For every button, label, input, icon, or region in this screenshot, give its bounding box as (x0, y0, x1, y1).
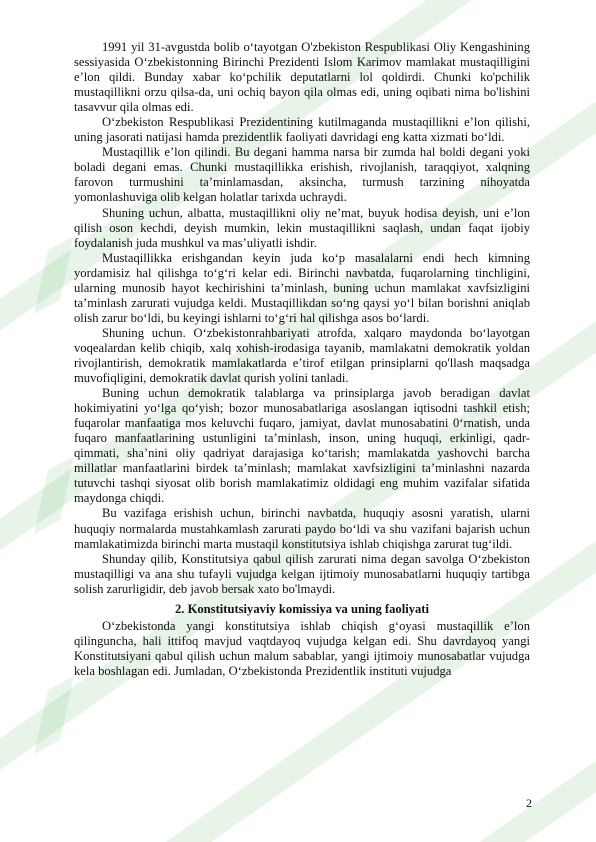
paragraph-5: Mustaqillikka erishgandan keyin juda koʻp masalalarni endi hech kimning yordamisiz hal qilishga toʻgʻri kelar edi. Birinchi navbatda, fuqarolarning tinchligini, ularning munosib hayot kechirishini taʼminlash, buning uchun mamlakat xavfsizligini taʼminlash zarurati vujudga keldi. Mustaqillikdan soʻng qaysi yoʻl bilan borishni aniqlab olish zarur boʻldi, bu keyingi ishlarni toʻgʻri hal qilishga asos boʻlardi. (74, 250, 530, 325)
paragraph-3: Mustaqillik eʼlon qilindi. Bu degani hamma narsa bir zumda hal boldi degani yoki boladi degani emas. Chunki mustaqillikka erishish, rivojlanish, taraqqiyot, xalqning farovon turmushini taʼminlamasdan, aksincha, turmush tarzining nihoyatda yomonlashuviga olib kelgan holatlar tarixda uchraydi. (74, 145, 530, 205)
document-page (74, 40, 530, 679)
paragraph-9: Shunday qilib, Konstitutsiya qabul qilish zarurati nima degan savolga Oʻzbekiston mustaqilligi va ana shu tufayli vujudga kelgan ijtimoiy munosabatlarni huquqiy tartibga solish zarurligidir, deb javob bersak xato bo'lmaydi. (74, 551, 530, 596)
paragraph-6: Shuning uchun. Oʻzbekistonrahbariyati atrofda, xalqaro maydonda boʻlayotgan voqealardan kelib chiqib, xalq xohish-irodasiga tayanib, mamlakatni demokratik yoldan rivojlantirish, demokratik mamlakatlarda eʼtirof etilgan prinsiplarni qo'llash maqsadga muvofiqligini, demokratik davlat qurish yolini tanladi. (74, 325, 530, 386)
section-heading: 2. Konstitutsiyaviy komissiya va uning faoliyati (174, 601, 429, 616)
paragraph-10: Oʻzbekistonda yangi konstitutsiya ishlab chiqish gʻoyasi mustaqillik eʼlon qilinguncha, hali ittifoq mavjud vaqtdayoq vujudga kelgan edi. Shu davrdayoq yangi Konstitutsiyani qabul qilish uchun malum sabablar, yangi ijtimoiy munosabatlar vujudga kela boshlagan edi. Jumladan, Oʻzbekistonda Prezidentlik instituti vujudga (74, 618, 530, 678)
paragraph-2: Oʻzbekiston Respublikasi Prezidentining kutilmaganda mustaqillikni eʼlon qilishi, uning jasorati natijasi hamda prezidentlik faoliyati davridagi eng katta xizmati boʻldi. (74, 115, 530, 145)
paragraph-1: 1991 yil 31-avgustda bolib oʻtayotgan O'zbekiston Respublikasi Oliy Kengashining sessiyasida Oʻzbekistonning Birinchi Prezidenti Islom Karimov mamlakat mustaqilligini eʼlon qildi. Bunday xabar koʻpchilik deputatlarni lol qoldirdi. Chunki ko'pchilik mustaqillikni orzu qilsa-da, uni ochiq bayon qila olmas edi, uning oqibati nima bo'lishini tasavvur qila olmas edi. (74, 40, 530, 115)
paragraph-4: Shuning uchun, albatta, mustaqillikni oliy neʼmat, buyuk hodisa deyish, uni eʼlon qilish oson kechdi, deyish mumkin, lekin mustaqillikni saqlash, undan faqat ijobiy foydalanish juda mushkul va masʼuliyatli ishdir. (74, 205, 530, 250)
paragraph-7: Buning uchun demokratik talablarga va prinsiplarga javob beradigan davlat hokimiyatini yoʻlga qoʻyish; bozor munosabatlariga asoslangan iqtisodni tashkil etish; fuqarolar manfaatiga mos keluvchi fuqaro, jamiyat, davlat munosabatini 0ʻrnatish, unda fuqaro manfaatlarining ustunligini taʼminlash, inson, uning huquqi, erkinligi, qadr-qimmati, shaʼnini oliy qadriyat darajasiga koʻtarish; mamlakatda yashovchi barcha millatlar manfaatlarini birdek taʼminlash; mamlakat xavfsizligini taʼminlashni nazarda tutuvchi tashqi siyosat olib borish mamlakatimiz oldidagi eng muhim vazifalar sifatida maydonga chiqdi. (74, 386, 530, 506)
paragraph-8: Bu vazifaga erishish uchun, birinchi navbatda, huquqiy asosni yaratish, ularni huquqiy normalarda mustahkamlash zarurati paydo boʻldi va shu vazifani bajarish uchun mamlakatimizda birinchi marta mustaqil konstitutsiya ishlab chiqishga zarurat tugʻildi. (74, 506, 530, 551)
page-number: 2 (526, 796, 532, 810)
